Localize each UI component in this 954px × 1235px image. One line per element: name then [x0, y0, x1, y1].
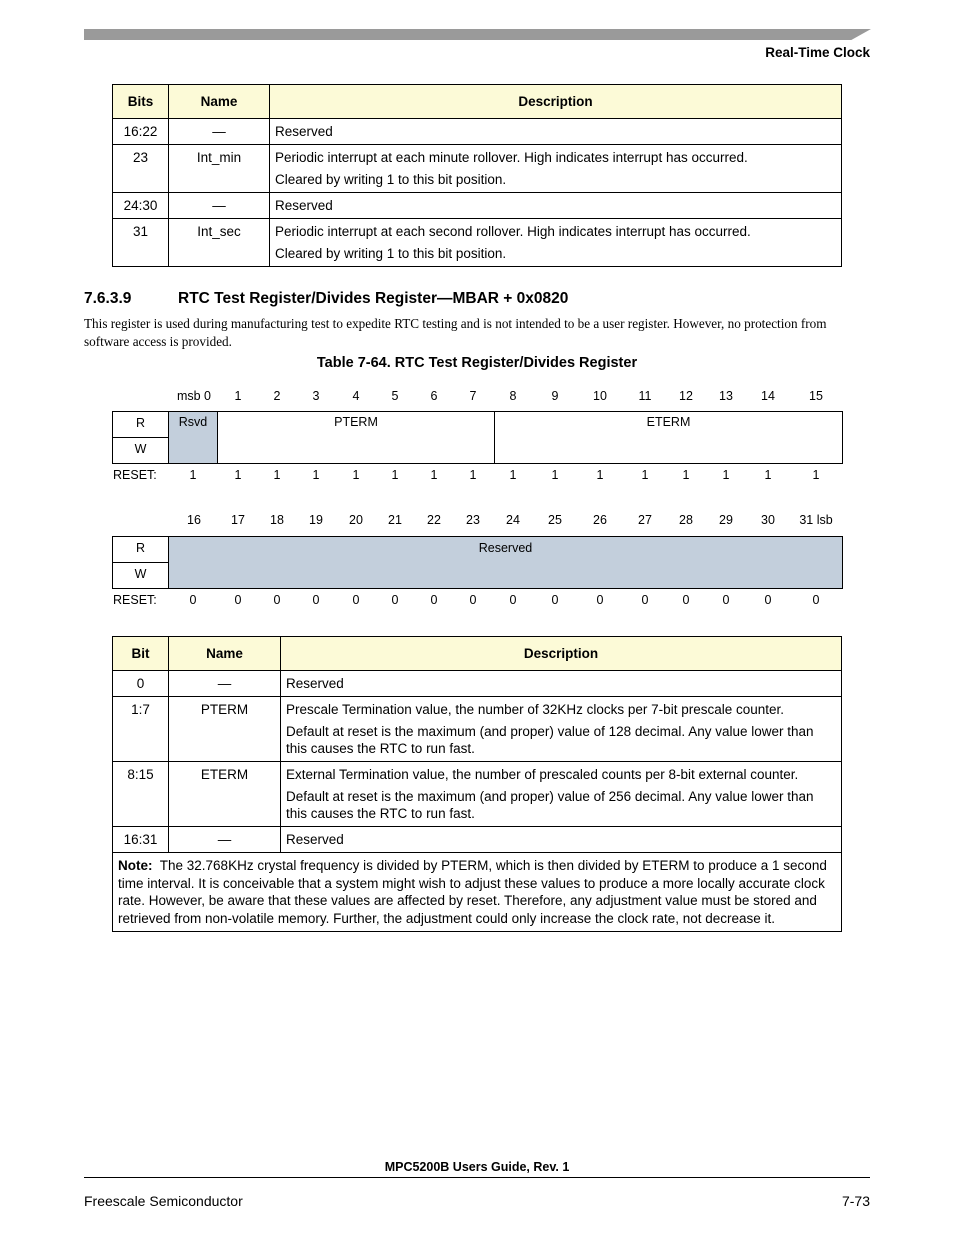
- reset-value: 1: [641, 468, 649, 482]
- bit-number: 14: [761, 389, 775, 403]
- bit-number: 2: [273, 389, 281, 403]
- note-row: [113, 853, 842, 932]
- bit-number: 8: [509, 389, 517, 403]
- reset-value: 0: [469, 593, 477, 607]
- reset-value: 0: [764, 593, 772, 607]
- reset-value: 0: [352, 593, 360, 607]
- reset-value: 1: [596, 468, 604, 482]
- bit-number: 20: [349, 513, 363, 527]
- rw-divider: [112, 562, 168, 563]
- reset-value: 0: [430, 593, 438, 607]
- row-label-w: W: [134, 567, 147, 581]
- section-number: 7.6.3.9: [84, 290, 132, 307]
- table-row: [113, 827, 842, 853]
- reset-value: 1: [189, 468, 197, 482]
- running-header: Real-Time Clock: [765, 45, 870, 60]
- reset-value: 1: [551, 468, 559, 482]
- reset-value: 0: [641, 593, 649, 607]
- bit-number: 13: [719, 389, 733, 403]
- reset-value: 1: [352, 468, 360, 482]
- bit-number: 26: [593, 513, 607, 527]
- cell-bits: 31: [113, 219, 169, 267]
- reset-value: 0: [234, 593, 242, 607]
- cell-bits: 16:22: [113, 119, 169, 145]
- cell-bits: 1:7: [113, 697, 169, 762]
- field-reserved: Reserved: [169, 537, 842, 588]
- reset-value: 1: [234, 468, 242, 482]
- note-cell: [113, 853, 842, 932]
- bit-number: 22: [427, 513, 441, 527]
- reset-value: 0: [273, 593, 281, 607]
- reset-label: RESET:: [113, 593, 157, 607]
- cell-bits: 24:30: [113, 193, 169, 219]
- bit-number: 9: [551, 389, 559, 403]
- cell-name: —: [169, 827, 281, 853]
- reset-value: 1: [764, 468, 772, 482]
- cell-name: —: [169, 119, 270, 145]
- bit-description-table: [112, 636, 842, 932]
- col-header-description: Description: [281, 637, 842, 671]
- cell-description: Reserved: [281, 827, 842, 853]
- col-header-bit: Bit: [113, 637, 169, 671]
- cell-name: —: [169, 193, 270, 219]
- row-label-w: W: [134, 442, 147, 456]
- section-body: This register is used during manufacturing test to expedite RTC testing and is not intended to be a user register. However, no protection from software access is provided.: [84, 316, 827, 349]
- bit-number: 3: [312, 389, 320, 403]
- bit-number: 1: [234, 389, 242, 403]
- bit-number: 4: [352, 389, 360, 403]
- reset-value: 1: [391, 468, 399, 482]
- reset-value: 1: [273, 468, 281, 482]
- table-caption: Table 7-64. RTC Test Register/Divides Register: [316, 355, 638, 371]
- field-eterm: ETERM: [646, 415, 691, 429]
- table-row: [113, 671, 842, 697]
- bit-number: 15: [809, 389, 823, 403]
- bit-number: 11: [638, 389, 652, 403]
- cell-description: Reserved: [270, 119, 842, 145]
- note-label: Note:: [118, 858, 153, 873]
- reset-value: 0: [312, 593, 320, 607]
- reset-value: 0: [509, 593, 517, 607]
- reset-value: 1: [722, 468, 730, 482]
- bit-number: 5: [391, 389, 399, 403]
- rw-divider: [112, 437, 168, 438]
- cell-bits: 23: [113, 145, 169, 193]
- cell-name: —: [169, 671, 281, 697]
- reset-value: 0: [551, 593, 559, 607]
- cell-description: Periodic interrupt at each minute rollover. High indicates interrupt has occurred. Cleared by writing 1 to this bit position.: [270, 145, 842, 193]
- bit-number: 29: [719, 513, 733, 527]
- bit-number: msb 0: [176, 389, 212, 403]
- cell-bits: 0: [113, 671, 169, 697]
- cell-description: External Termination value, the number of prescaled counts per 8-bit external counter. Default at reset is the maximum (and proper) value of 256 decimal. Any value lower than this causes the RTC to run fast.: [281, 762, 842, 827]
- table-row: [113, 119, 842, 145]
- cell-name: PTERM: [169, 697, 281, 762]
- cell-description: Prescale Termination value, the number of 32KHz clocks per 7-bit prescale counter. Default at reset is the maximum (and proper) value of 128 decimal. Any value lower than this causes the RTC to run fast.: [281, 697, 842, 762]
- bit-number: 6: [430, 389, 438, 403]
- cell-bits: 16:31: [113, 827, 169, 853]
- row-label-r: R: [135, 541, 146, 555]
- bit-number: 30: [761, 513, 775, 527]
- reset-value: 1: [430, 468, 438, 482]
- reset-value: 0: [189, 593, 197, 607]
- reset-value: 1: [312, 468, 320, 482]
- bit-number: 23: [466, 513, 480, 527]
- table-row: [113, 697, 842, 762]
- col-header-name: Name: [169, 85, 270, 119]
- reset-value: 1: [812, 468, 820, 482]
- bit-number: 25: [548, 513, 562, 527]
- bit-number: 31 lsb: [799, 513, 833, 527]
- cell-description: Reserved: [281, 671, 842, 697]
- reset-value: 1: [682, 468, 690, 482]
- footer-doc-title: MPC5200B Users Guide, Rev. 1: [384, 1160, 570, 1174]
- table-row: [113, 219, 842, 267]
- bit-number: 28: [679, 513, 693, 527]
- bit-number: 17: [231, 513, 245, 527]
- bit-number: 12: [679, 389, 693, 403]
- bit-number: 21: [388, 513, 402, 527]
- bit-number: 18: [270, 513, 284, 527]
- table-row: [113, 145, 842, 193]
- field-pterm: PTERM: [218, 412, 495, 463]
- reset-value: 1: [509, 468, 517, 482]
- bit-number: 19: [309, 513, 323, 527]
- col-header-bits: Bits: [113, 85, 169, 119]
- col-header-name: Name: [169, 637, 281, 671]
- cell-name: ETERM: [169, 762, 281, 827]
- cell-bits: 8:15: [113, 762, 169, 827]
- bit-number: 24: [506, 513, 520, 527]
- reset-value: 0: [682, 593, 690, 607]
- col-header-description: Description: [270, 85, 842, 119]
- footer-rule: [84, 1177, 870, 1178]
- reset-value: 0: [812, 593, 820, 607]
- bit-description-table-top: [112, 84, 842, 267]
- cell-name: Int_sec: [169, 219, 270, 267]
- reset-label: RESET:: [113, 468, 157, 482]
- reset-value: 1: [469, 468, 477, 482]
- row-label-r: R: [135, 416, 146, 430]
- page-number: 7-73: [841, 1193, 870, 1209]
- reset-value: 0: [722, 593, 730, 607]
- section-heading: [84, 290, 568, 308]
- field-rsvd: Rsvd: [169, 412, 218, 463]
- header-bar: [84, 29, 871, 40]
- bit-number: 16: [187, 513, 201, 527]
- section-title: RTC Test Register/Divides Register—MBAR + 0x0820: [178, 290, 569, 307]
- reset-value: 0: [596, 593, 604, 607]
- cell-name: Int_min: [169, 145, 270, 193]
- cell-description: Periodic interrupt at each second rollover. High indicates interrupt has occurred. Cleared by writing 1 to this bit position.: [270, 219, 842, 267]
- footer-company: Freescale Semiconductor: [84, 1193, 243, 1209]
- note-text: The 32.768KHz crystal frequency is divided by PTERM, which is then divided by ETERM to produce a 1 second time interval. It is conceivable that a system might wish to adjust these values to produce a more locally accurate clock rate. However, be aware that these values are affected by reset. Therefore, any adjustment value must be stored and retrieved from non-volatile memory. Further, the adjustment could only increase the clock rate, not decrease it.: [118, 858, 827, 926]
- bit-number: 27: [638, 513, 652, 527]
- table-row: [113, 762, 842, 827]
- bit-number: 10: [593, 389, 607, 403]
- cell-description: Reserved: [270, 193, 842, 219]
- reset-value: 0: [391, 593, 399, 607]
- bit-number: 7: [469, 389, 477, 403]
- table-row: [113, 193, 842, 219]
